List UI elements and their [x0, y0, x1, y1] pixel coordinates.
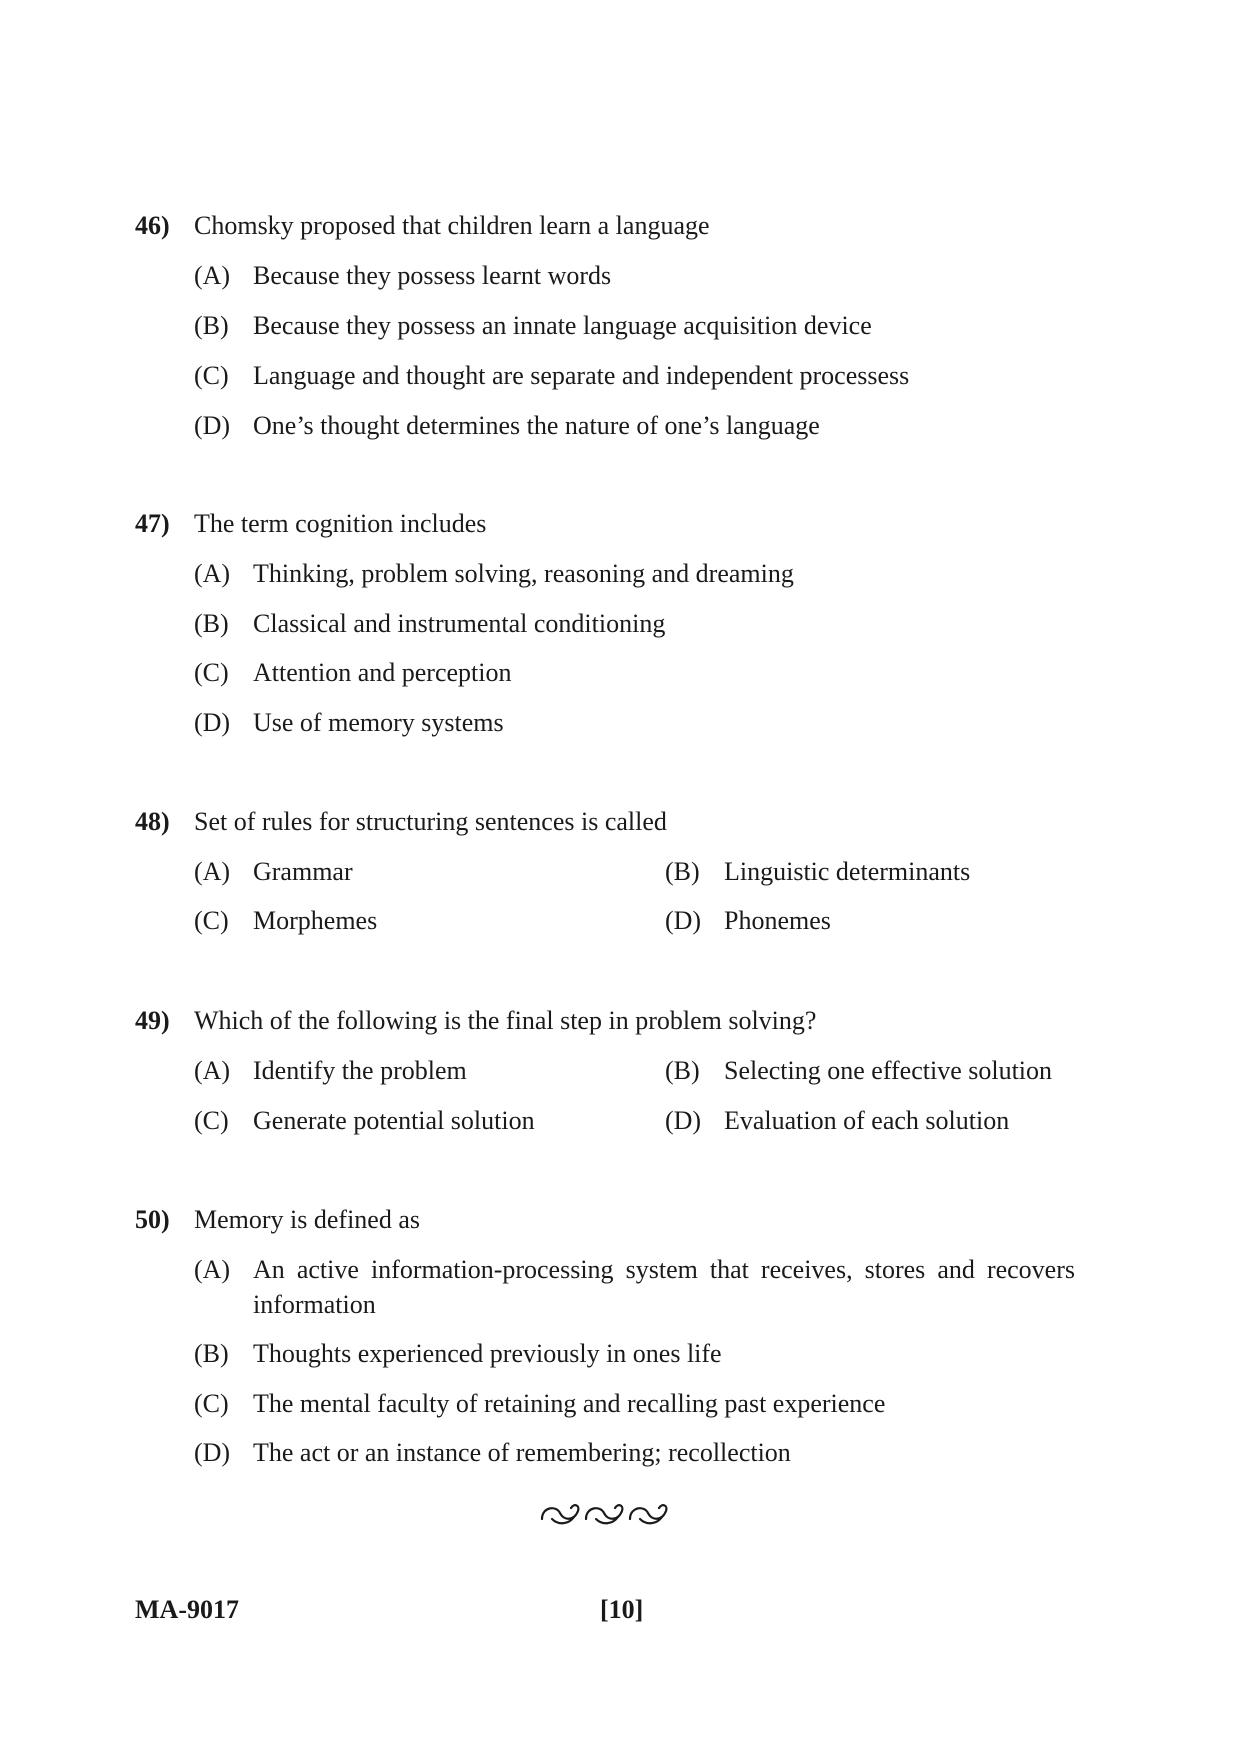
- option-label: (D): [194, 1438, 231, 1467]
- option-text: Attention and perception: [253, 658, 512, 687]
- option-text: Identify the problem: [253, 1056, 467, 1085]
- option-text: One’s thought determines the nature of one’s language: [253, 411, 820, 440]
- option-label: (C): [194, 658, 229, 687]
- page-number: [10]: [600, 1595, 644, 1624]
- option-text: Because they possess learnt words: [253, 261, 612, 290]
- option-text: Generate potential solution: [253, 1106, 535, 1135]
- question-text: Chomsky proposed that children learn a language: [194, 211, 710, 240]
- question-number: 50): [135, 1205, 170, 1234]
- question-text: Set of rules for structuring sentences is called: [194, 807, 667, 836]
- option-label: (B): [665, 1056, 700, 1085]
- question-number: 47): [135, 509, 170, 538]
- option-label: (B): [665, 857, 700, 886]
- option-label: (D): [194, 708, 231, 737]
- option-text: Classical and instrumental conditioning: [253, 609, 666, 638]
- option-label: (A): [194, 857, 231, 886]
- question-number: 49): [135, 1006, 170, 1035]
- option-text: The mental faculty of retaining and recalling past experience: [253, 1389, 886, 1418]
- option-label: (A): [194, 1056, 231, 1085]
- option-label: (B): [194, 1339, 229, 1368]
- question-number: 48): [135, 807, 170, 836]
- paper-code: MA-9017: [135, 1595, 239, 1624]
- question-text: Which of the following is the final step in problem solving?: [194, 1006, 817, 1035]
- option-label: (C): [194, 361, 229, 390]
- question-number: 46): [135, 211, 170, 240]
- question-50: [135, 1202, 1085, 1238]
- option-label: (D): [665, 1106, 702, 1135]
- option-label: (B): [194, 311, 229, 340]
- option-label: (A): [194, 1255, 231, 1284]
- question-48: [135, 804, 1085, 840]
- option-text: Evaluation of each solution: [724, 1106, 1010, 1135]
- option-label: (C): [194, 906, 229, 935]
- decorative-scroll-icon: [538, 1499, 674, 1536]
- option-text: Language and thought are separate and independent processess: [253, 361, 910, 390]
- option-text: Grammar: [253, 857, 353, 886]
- option-text: The act or an instance of remembering; recollection: [253, 1438, 791, 1467]
- option-text: Thinking, problem solving, reasoning and dreaming: [253, 559, 794, 588]
- option-text: Selecting one effective solution: [724, 1056, 1053, 1085]
- option-text: Morphemes: [253, 906, 378, 935]
- question-text: The term cognition includes: [194, 509, 487, 538]
- option-label: (A): [194, 559, 231, 588]
- question-46: [135, 208, 1085, 244]
- question-49: [135, 1003, 1085, 1039]
- question-47: [135, 506, 1085, 542]
- option-text: Phonemes: [724, 906, 831, 935]
- option-text: An active information-processing system that receives, stores and recovers information: [253, 1255, 1075, 1319]
- option-text: Use of memory systems: [253, 708, 504, 737]
- option-text: Linguistic determinants: [724, 857, 971, 886]
- option-label: (C): [194, 1106, 229, 1135]
- option-label: (A): [194, 261, 231, 290]
- option-text: Thoughts experienced previously in ones life: [253, 1339, 722, 1368]
- option-label: (D): [194, 411, 231, 440]
- option-label: (D): [665, 906, 702, 935]
- question-text: Memory is defined as: [194, 1205, 421, 1234]
- option-label: (B): [194, 609, 229, 638]
- option-text: Because they possess an innate language acquisition device: [253, 311, 872, 340]
- option-label: (C): [194, 1389, 229, 1418]
